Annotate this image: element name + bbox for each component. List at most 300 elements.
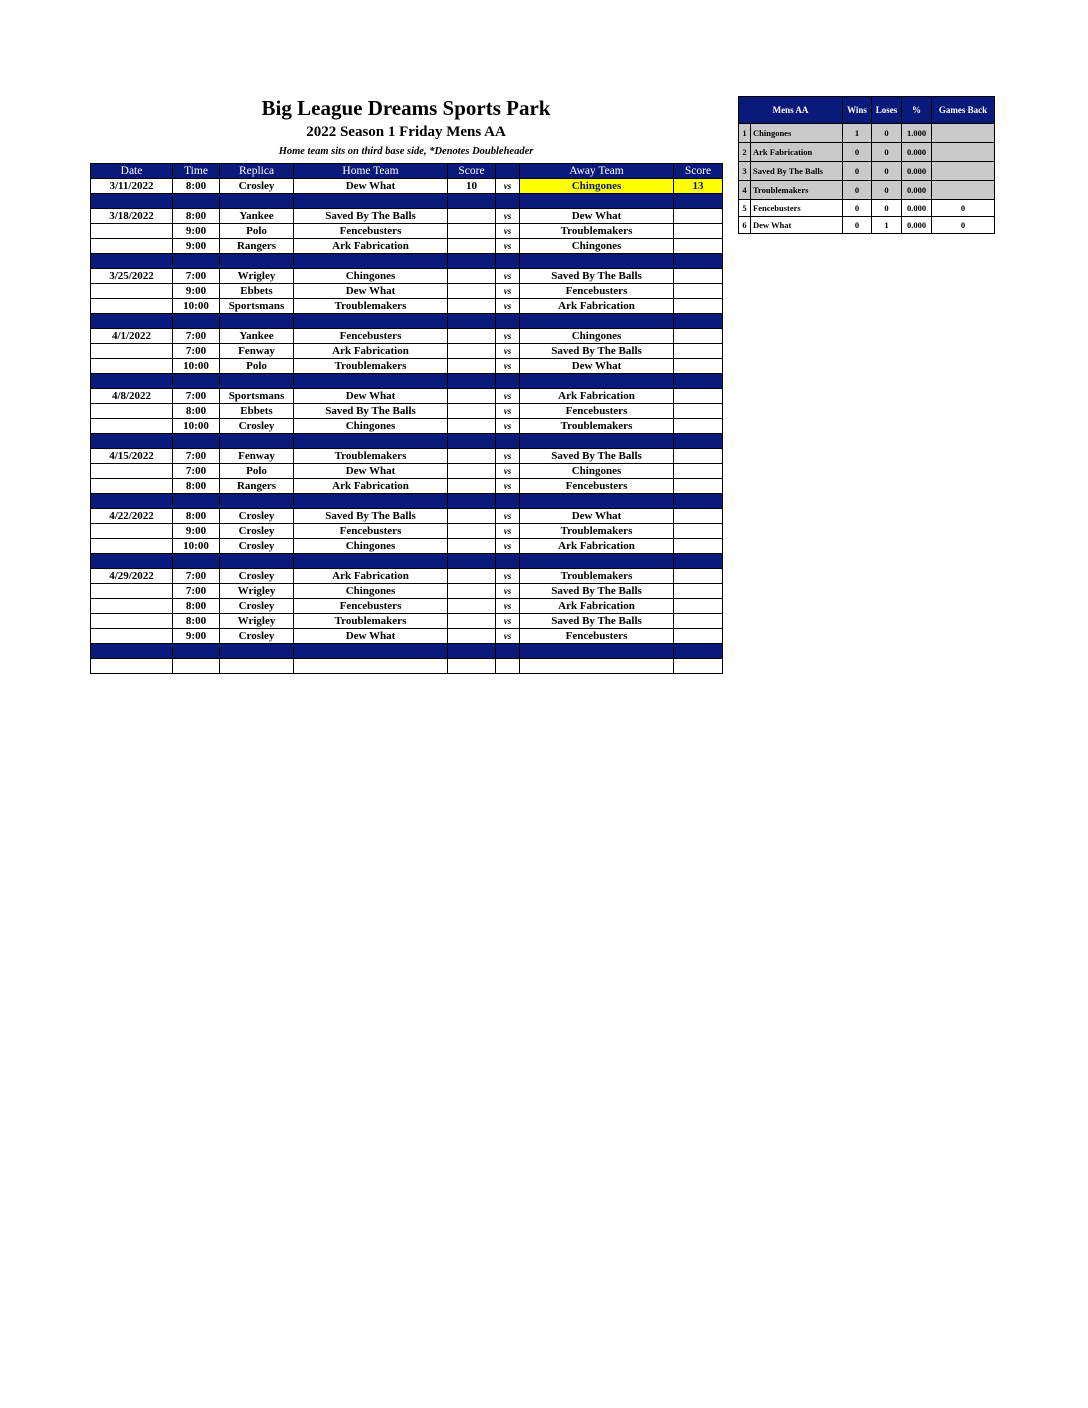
- home-score: [448, 509, 496, 524]
- separator-cell: [520, 644, 674, 659]
- game-time: 10:00: [173, 539, 220, 554]
- vs-label: vs: [496, 449, 520, 464]
- field-name: Crosley: [220, 419, 294, 434]
- separator-cell: [173, 434, 220, 449]
- home-team: Dew What: [294, 389, 448, 404]
- home-team: Dew What: [294, 284, 448, 299]
- field-name: Crosley: [220, 524, 294, 539]
- away-score: [674, 464, 723, 479]
- vs-label: vs: [496, 584, 520, 599]
- home-score: [448, 614, 496, 629]
- separator-cell: [448, 494, 496, 509]
- vs-label: vs: [496, 209, 520, 224]
- game-row: [91, 269, 723, 284]
- team-wins: 1: [843, 124, 872, 143]
- games-back: [932, 124, 995, 143]
- week-separator: [91, 254, 723, 269]
- separator-cell: [448, 644, 496, 659]
- home-score: [448, 599, 496, 614]
- game-time: 7:00: [173, 344, 220, 359]
- separator-cell: [294, 374, 448, 389]
- away-team: Ark Fabrication: [520, 599, 674, 614]
- game-time: 9:00: [173, 524, 220, 539]
- game-date: 4/22/2022: [91, 509, 173, 524]
- team-losses: 0: [872, 181, 902, 200]
- game-row: [91, 599, 723, 614]
- field-name: Yankee: [220, 329, 294, 344]
- away-team: Troublemakers: [520, 569, 674, 584]
- column-header: Away Team: [520, 164, 674, 179]
- separator-cell: [173, 194, 220, 209]
- away-team: Saved By The Balls: [520, 344, 674, 359]
- standings-row: [739, 181, 995, 200]
- page-subtitle: 2022 Season 1 Friday Mens AA: [306, 124, 506, 140]
- away-score: [674, 479, 723, 494]
- field-name: Crosley: [220, 179, 294, 194]
- home-score: [448, 539, 496, 554]
- home-score: [448, 224, 496, 239]
- vs-label: vs: [496, 329, 520, 344]
- home-score: [448, 584, 496, 599]
- separator-cell: [173, 374, 220, 389]
- game-date: 4/8/2022: [91, 389, 173, 404]
- home-team: Troublemakers: [294, 359, 448, 374]
- team-pct: 0.000: [902, 181, 932, 200]
- game-date: [91, 524, 173, 539]
- game-date: 3/11/2022: [91, 179, 173, 194]
- game-date: 3/18/2022: [91, 209, 173, 224]
- field-name: Rangers: [220, 479, 294, 494]
- game-row: [91, 539, 723, 554]
- standings-row: [739, 124, 995, 143]
- field-name: Yankee: [220, 209, 294, 224]
- game-row: [91, 569, 723, 584]
- separator-cell: [91, 194, 173, 209]
- away-score: [674, 569, 723, 584]
- team-losses: 0: [872, 162, 902, 181]
- game-row: [91, 614, 723, 629]
- game-time: 9:00: [173, 239, 220, 254]
- away-score: [674, 299, 723, 314]
- field-name: Crosley: [220, 629, 294, 644]
- separator-cell: [448, 314, 496, 329]
- separator-cell: [91, 374, 173, 389]
- schedule-note: Home team sits on third base side, *Denotes Doubleheader: [278, 146, 534, 157]
- vs-label: vs: [496, 299, 520, 314]
- home-score: [448, 284, 496, 299]
- game-date: 4/1/2022: [91, 329, 173, 344]
- standings-column-header: %: [902, 97, 932, 124]
- game-time: 7:00: [173, 269, 220, 284]
- home-team: Troublemakers: [294, 449, 448, 464]
- empty-cell: [520, 659, 674, 674]
- away-score: [674, 509, 723, 524]
- game-time: 7:00: [173, 464, 220, 479]
- home-score: [448, 389, 496, 404]
- away-team: Troublemakers: [520, 224, 674, 239]
- home-score: [448, 569, 496, 584]
- game-date: 4/29/2022: [91, 569, 173, 584]
- home-score: [448, 344, 496, 359]
- home-score: [448, 464, 496, 479]
- away-score: [674, 614, 723, 629]
- team-rank: 4: [739, 181, 751, 200]
- week-separator: [91, 494, 723, 509]
- separator-cell: [220, 494, 294, 509]
- separator-cell: [220, 644, 294, 659]
- separator-cell: [674, 314, 723, 329]
- column-header: Time: [173, 164, 220, 179]
- home-team: Fencebusters: [294, 599, 448, 614]
- team-rank: 5: [739, 200, 751, 217]
- game-date: [91, 239, 173, 254]
- game-time: 7:00: [173, 389, 220, 404]
- field-name: Crosley: [220, 599, 294, 614]
- home-team: Chingones: [294, 584, 448, 599]
- empty-cell: [220, 659, 294, 674]
- game-row: [91, 404, 723, 419]
- away-team: Ark Fabrication: [520, 389, 674, 404]
- field-name: Rangers: [220, 239, 294, 254]
- game-time: 9:00: [173, 629, 220, 644]
- game-date: [91, 614, 173, 629]
- separator-cell: [173, 314, 220, 329]
- separator-cell: [448, 374, 496, 389]
- separator-cell: [91, 314, 173, 329]
- team-wins: 0: [843, 217, 872, 234]
- home-team: Dew What: [294, 464, 448, 479]
- schedule-table: [90, 163, 723, 674]
- away-score: [674, 629, 723, 644]
- separator-cell: [496, 194, 520, 209]
- vs-label: vs: [496, 179, 520, 194]
- separator-cell: [520, 554, 674, 569]
- field-name: Crosley: [220, 569, 294, 584]
- home-score: [448, 419, 496, 434]
- separator-cell: [674, 374, 723, 389]
- vs-label: vs: [496, 539, 520, 554]
- game-row: [91, 179, 723, 194]
- separator-cell: [294, 194, 448, 209]
- field-name: Ebbets: [220, 284, 294, 299]
- separator-cell: [173, 254, 220, 269]
- home-score: [448, 329, 496, 344]
- separator-cell: [520, 374, 674, 389]
- team-wins: 0: [843, 200, 872, 217]
- team-losses: 0: [872, 200, 902, 217]
- games-back: [932, 181, 995, 200]
- team-name: Dew What: [751, 217, 843, 234]
- field-name: Crosley: [220, 509, 294, 524]
- vs-label: vs: [496, 344, 520, 359]
- away-team: Troublemakers: [520, 524, 674, 539]
- game-time: 8:00: [173, 509, 220, 524]
- standings-row: [739, 200, 995, 217]
- game-time: 10:00: [173, 419, 220, 434]
- vs-label: vs: [496, 359, 520, 374]
- separator-cell: [520, 434, 674, 449]
- empty-cell: [674, 659, 723, 674]
- field-name: Polo: [220, 359, 294, 374]
- game-date: [91, 629, 173, 644]
- team-rank: 2: [739, 143, 751, 162]
- game-row: [91, 509, 723, 524]
- away-score: [674, 239, 723, 254]
- game-row: [91, 299, 723, 314]
- separator-cell: [520, 314, 674, 329]
- home-team: Ark Fabrication: [294, 569, 448, 584]
- field-name: Ebbets: [220, 404, 294, 419]
- separator-cell: [294, 434, 448, 449]
- home-team: Chingones: [294, 419, 448, 434]
- game-time: 10:00: [173, 359, 220, 374]
- games-back: [932, 162, 995, 181]
- field-name: Wrigley: [220, 269, 294, 284]
- game-date: [91, 599, 173, 614]
- team-name: Ark Fabrication: [751, 143, 843, 162]
- game-row: [91, 224, 723, 239]
- separator-cell: [220, 374, 294, 389]
- home-team: Saved By The Balls: [294, 404, 448, 419]
- game-date: [91, 284, 173, 299]
- separator-cell: [91, 554, 173, 569]
- standings-row: [739, 162, 995, 181]
- home-score: [448, 299, 496, 314]
- game-row: [91, 524, 723, 539]
- separator-cell: [520, 254, 674, 269]
- away-team: Ark Fabrication: [520, 299, 674, 314]
- separator-cell: [674, 254, 723, 269]
- game-row: [91, 629, 723, 644]
- separator-cell: [674, 644, 723, 659]
- vs-label: vs: [496, 599, 520, 614]
- away-score: [674, 419, 723, 434]
- vs-label: vs: [496, 479, 520, 494]
- away-score: [674, 539, 723, 554]
- team-rank: 6: [739, 217, 751, 234]
- separator-cell: [448, 554, 496, 569]
- team-losses: 1: [872, 217, 902, 234]
- home-team: Ark Fabrication: [294, 239, 448, 254]
- empty-cell: [294, 659, 448, 674]
- away-team: Saved By The Balls: [520, 614, 674, 629]
- team-pct: 0.000: [902, 143, 932, 162]
- games-back: 0: [932, 217, 995, 234]
- game-date: [91, 404, 173, 419]
- away-score: [674, 224, 723, 239]
- home-score: [448, 239, 496, 254]
- page-title: Big League Dreams Sports Park: [261, 96, 551, 120]
- separator-cell: [496, 314, 520, 329]
- away-team: Troublemakers: [520, 419, 674, 434]
- team-rank: 3: [739, 162, 751, 181]
- game-row: [91, 479, 723, 494]
- game-row: [91, 239, 723, 254]
- home-score: [448, 404, 496, 419]
- separator-cell: [91, 254, 173, 269]
- vs-label: vs: [496, 404, 520, 419]
- standings-row: [739, 143, 995, 162]
- field-name: Sportsmans: [220, 299, 294, 314]
- field-name: Polo: [220, 224, 294, 239]
- separator-cell: [448, 254, 496, 269]
- away-score: [674, 329, 723, 344]
- separator-cell: [674, 554, 723, 569]
- vs-label: vs: [496, 614, 520, 629]
- separator-cell: [91, 494, 173, 509]
- game-time: 7:00: [173, 584, 220, 599]
- vs-label: vs: [496, 419, 520, 434]
- week-separator: [91, 314, 723, 329]
- away-team: Fencebusters: [520, 404, 674, 419]
- games-back: [932, 143, 995, 162]
- home-team: Troublemakers: [294, 299, 448, 314]
- away-team: Ark Fabrication: [520, 539, 674, 554]
- away-score: [674, 449, 723, 464]
- home-team: Ark Fabrication: [294, 344, 448, 359]
- game-time: 9:00: [173, 224, 220, 239]
- week-separator: [91, 644, 723, 659]
- separator-cell: [294, 494, 448, 509]
- standings-column-header: Games Back: [932, 97, 995, 124]
- empty-cell: [173, 659, 220, 674]
- team-rank: 1: [739, 124, 751, 143]
- game-row: [91, 419, 723, 434]
- away-score: [674, 359, 723, 374]
- away-team: Fencebusters: [520, 479, 674, 494]
- away-team: Saved By The Balls: [520, 584, 674, 599]
- game-date: [91, 464, 173, 479]
- separator-cell: [674, 194, 723, 209]
- away-team: Chingones: [520, 239, 674, 254]
- home-score: [448, 359, 496, 374]
- home-score: [448, 479, 496, 494]
- home-team: Fencebusters: [294, 524, 448, 539]
- team-losses: 0: [872, 143, 902, 162]
- game-time: 7:00: [173, 449, 220, 464]
- away-score: [674, 599, 723, 614]
- home-team: Saved By The Balls: [294, 509, 448, 524]
- week-separator: [91, 554, 723, 569]
- separator-cell: [496, 644, 520, 659]
- separator-cell: [220, 434, 294, 449]
- separator-cell: [496, 374, 520, 389]
- game-time: 8:00: [173, 209, 220, 224]
- separator-cell: [448, 434, 496, 449]
- field-name: Crosley: [220, 539, 294, 554]
- game-time: 8:00: [173, 179, 220, 194]
- away-team: Fencebusters: [520, 629, 674, 644]
- away-score: [674, 404, 723, 419]
- standings-table: [738, 96, 995, 234]
- separator-cell: [91, 434, 173, 449]
- game-row: [91, 584, 723, 599]
- game-time: 8:00: [173, 614, 220, 629]
- standings-row: [739, 217, 995, 234]
- away-team: Dew What: [520, 509, 674, 524]
- away-team: Chingones: [520, 179, 674, 194]
- vs-label: vs: [496, 269, 520, 284]
- home-team: Dew What: [294, 179, 448, 194]
- field-name: Wrigley: [220, 584, 294, 599]
- game-row: [91, 464, 723, 479]
- separator-cell: [520, 494, 674, 509]
- game-time: 10:00: [173, 299, 220, 314]
- team-wins: 0: [843, 162, 872, 181]
- team-losses: 0: [872, 124, 902, 143]
- away-team: Fencebusters: [520, 284, 674, 299]
- away-team: Saved By The Balls: [520, 269, 674, 284]
- column-header: Replica: [220, 164, 294, 179]
- game-row: [91, 284, 723, 299]
- separator-cell: [294, 554, 448, 569]
- separator-cell: [173, 644, 220, 659]
- team-name: Fencebusters: [751, 200, 843, 217]
- game-date: [91, 299, 173, 314]
- standings-header-row: [739, 97, 995, 124]
- away-score: [674, 284, 723, 299]
- column-header: [496, 164, 520, 179]
- game-row: [91, 359, 723, 374]
- separator-cell: [294, 254, 448, 269]
- column-header: Date: [91, 164, 173, 179]
- vs-label: vs: [496, 389, 520, 404]
- schedule-header-row: [91, 164, 723, 179]
- separator-cell: [674, 434, 723, 449]
- separator-cell: [220, 314, 294, 329]
- game-date: [91, 344, 173, 359]
- vs-label: vs: [496, 524, 520, 539]
- game-row: [91, 449, 723, 464]
- column-header: Home Team: [294, 164, 448, 179]
- away-score: [674, 209, 723, 224]
- away-score: [674, 269, 723, 284]
- vs-label: vs: [496, 569, 520, 584]
- standings-title: Mens AA: [739, 97, 843, 124]
- game-time: 8:00: [173, 479, 220, 494]
- team-wins: 0: [843, 143, 872, 162]
- empty-row: [91, 659, 723, 674]
- game-row: [91, 329, 723, 344]
- standings-column-header: Loses: [872, 97, 902, 124]
- team-name: Troublemakers: [751, 181, 843, 200]
- vs-label: vs: [496, 464, 520, 479]
- vs-label: vs: [496, 629, 520, 644]
- separator-cell: [173, 554, 220, 569]
- separator-cell: [220, 254, 294, 269]
- away-score: [674, 584, 723, 599]
- vs-label: vs: [496, 239, 520, 254]
- separator-cell: [520, 194, 674, 209]
- game-date: 3/25/2022: [91, 269, 173, 284]
- game-date: [91, 224, 173, 239]
- empty-cell: [91, 659, 173, 674]
- separator-cell: [294, 644, 448, 659]
- separator-cell: [496, 494, 520, 509]
- home-team: Chingones: [294, 539, 448, 554]
- team-name: Saved By The Balls: [751, 162, 843, 181]
- week-separator: [91, 374, 723, 389]
- team-pct: 0.000: [902, 162, 932, 181]
- vs-label: vs: [496, 224, 520, 239]
- away-score: [674, 344, 723, 359]
- game-date: [91, 419, 173, 434]
- home-team: Dew What: [294, 629, 448, 644]
- away-score: [674, 389, 723, 404]
- game-time: 7:00: [173, 329, 220, 344]
- away-score: 13: [674, 179, 723, 194]
- game-date: [91, 584, 173, 599]
